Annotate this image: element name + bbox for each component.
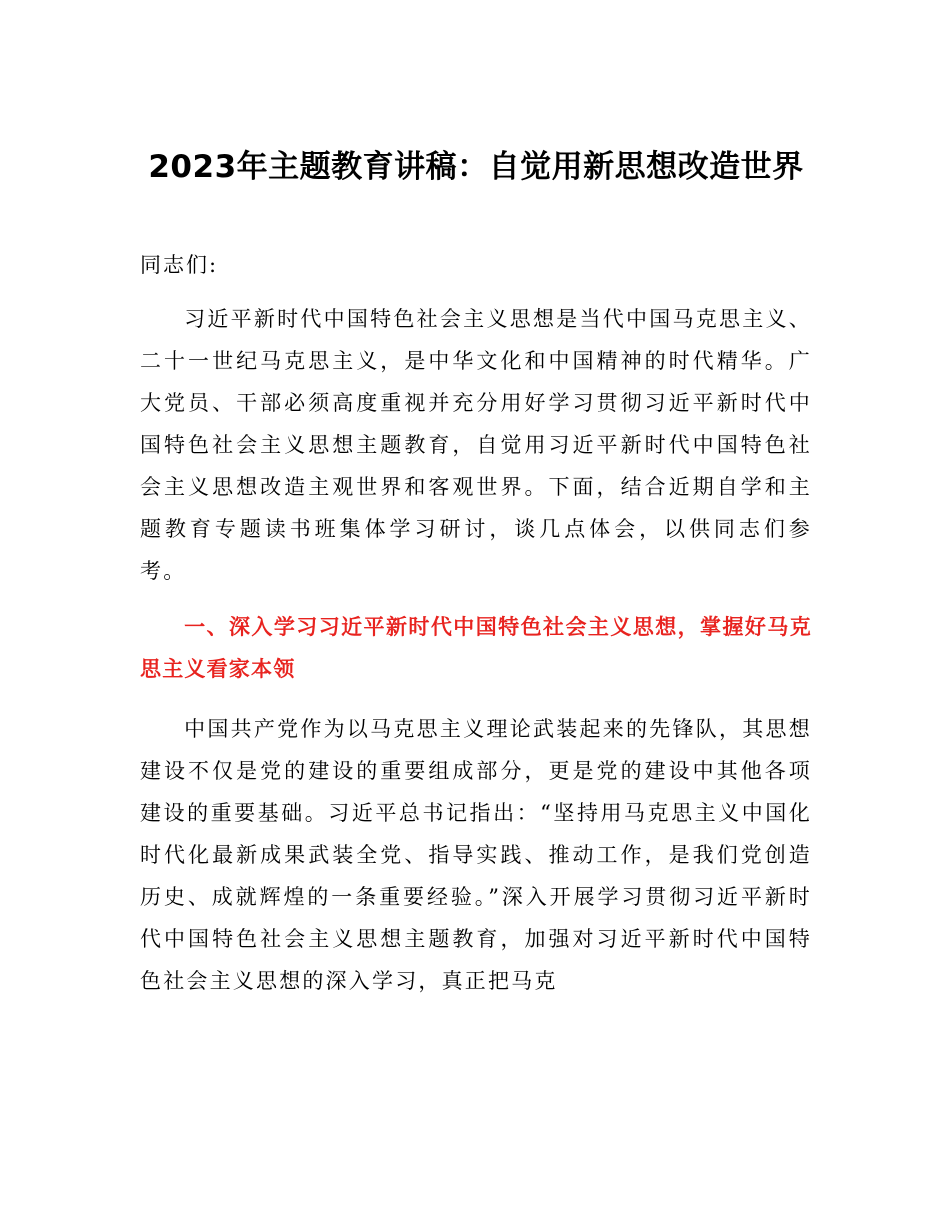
section-heading: 一、深入学习习近平新时代中国特色社会主义思想，掌握好马克思主义看家本领 [140, 615, 812, 681]
salutation: 同志们: [140, 253, 219, 277]
section-paragraph: 中国共产党作为以马克思主义理论武装起来的先锋队，其思想建设不仅是党的建设的重要组成部分，更是党的建设中其他各项建设的重要基础。习近平总书记指出：“坚持用马克思主义中国化时代化最新成果武装全党、指导实践、推动工作，是我们党创造历史、成就辉煌的一条重要经验。”深入开展学习贯彻习近平新时代中国特色社会主义思想主题教育，加强对习近平新时代中国特色社会主义思想的深入学习，真正把马克 [140, 717, 812, 993]
intro-paragraph: 习近平新时代中国特色社会主义思想是当代中国马克思主义、二十一世纪马克思主义，是中华文化和中国精神的时代精华。广大党员、干部必须高度重视并充分用好学习贯彻习近平新时代中国特色社会主义思想主题教育，自觉用习近平新时代中国特色社会主义思想改造主观世界和客观世界。下面，结合近期自学和主题教育专题读书班集体学习研讨，谈几点体会，以供同志们参考。 [140, 307, 812, 583]
document-page [140, 142, 812, 1002]
document-title: 2023年主题教育讲稿：自觉用新思想改造世界 [148, 149, 804, 185]
